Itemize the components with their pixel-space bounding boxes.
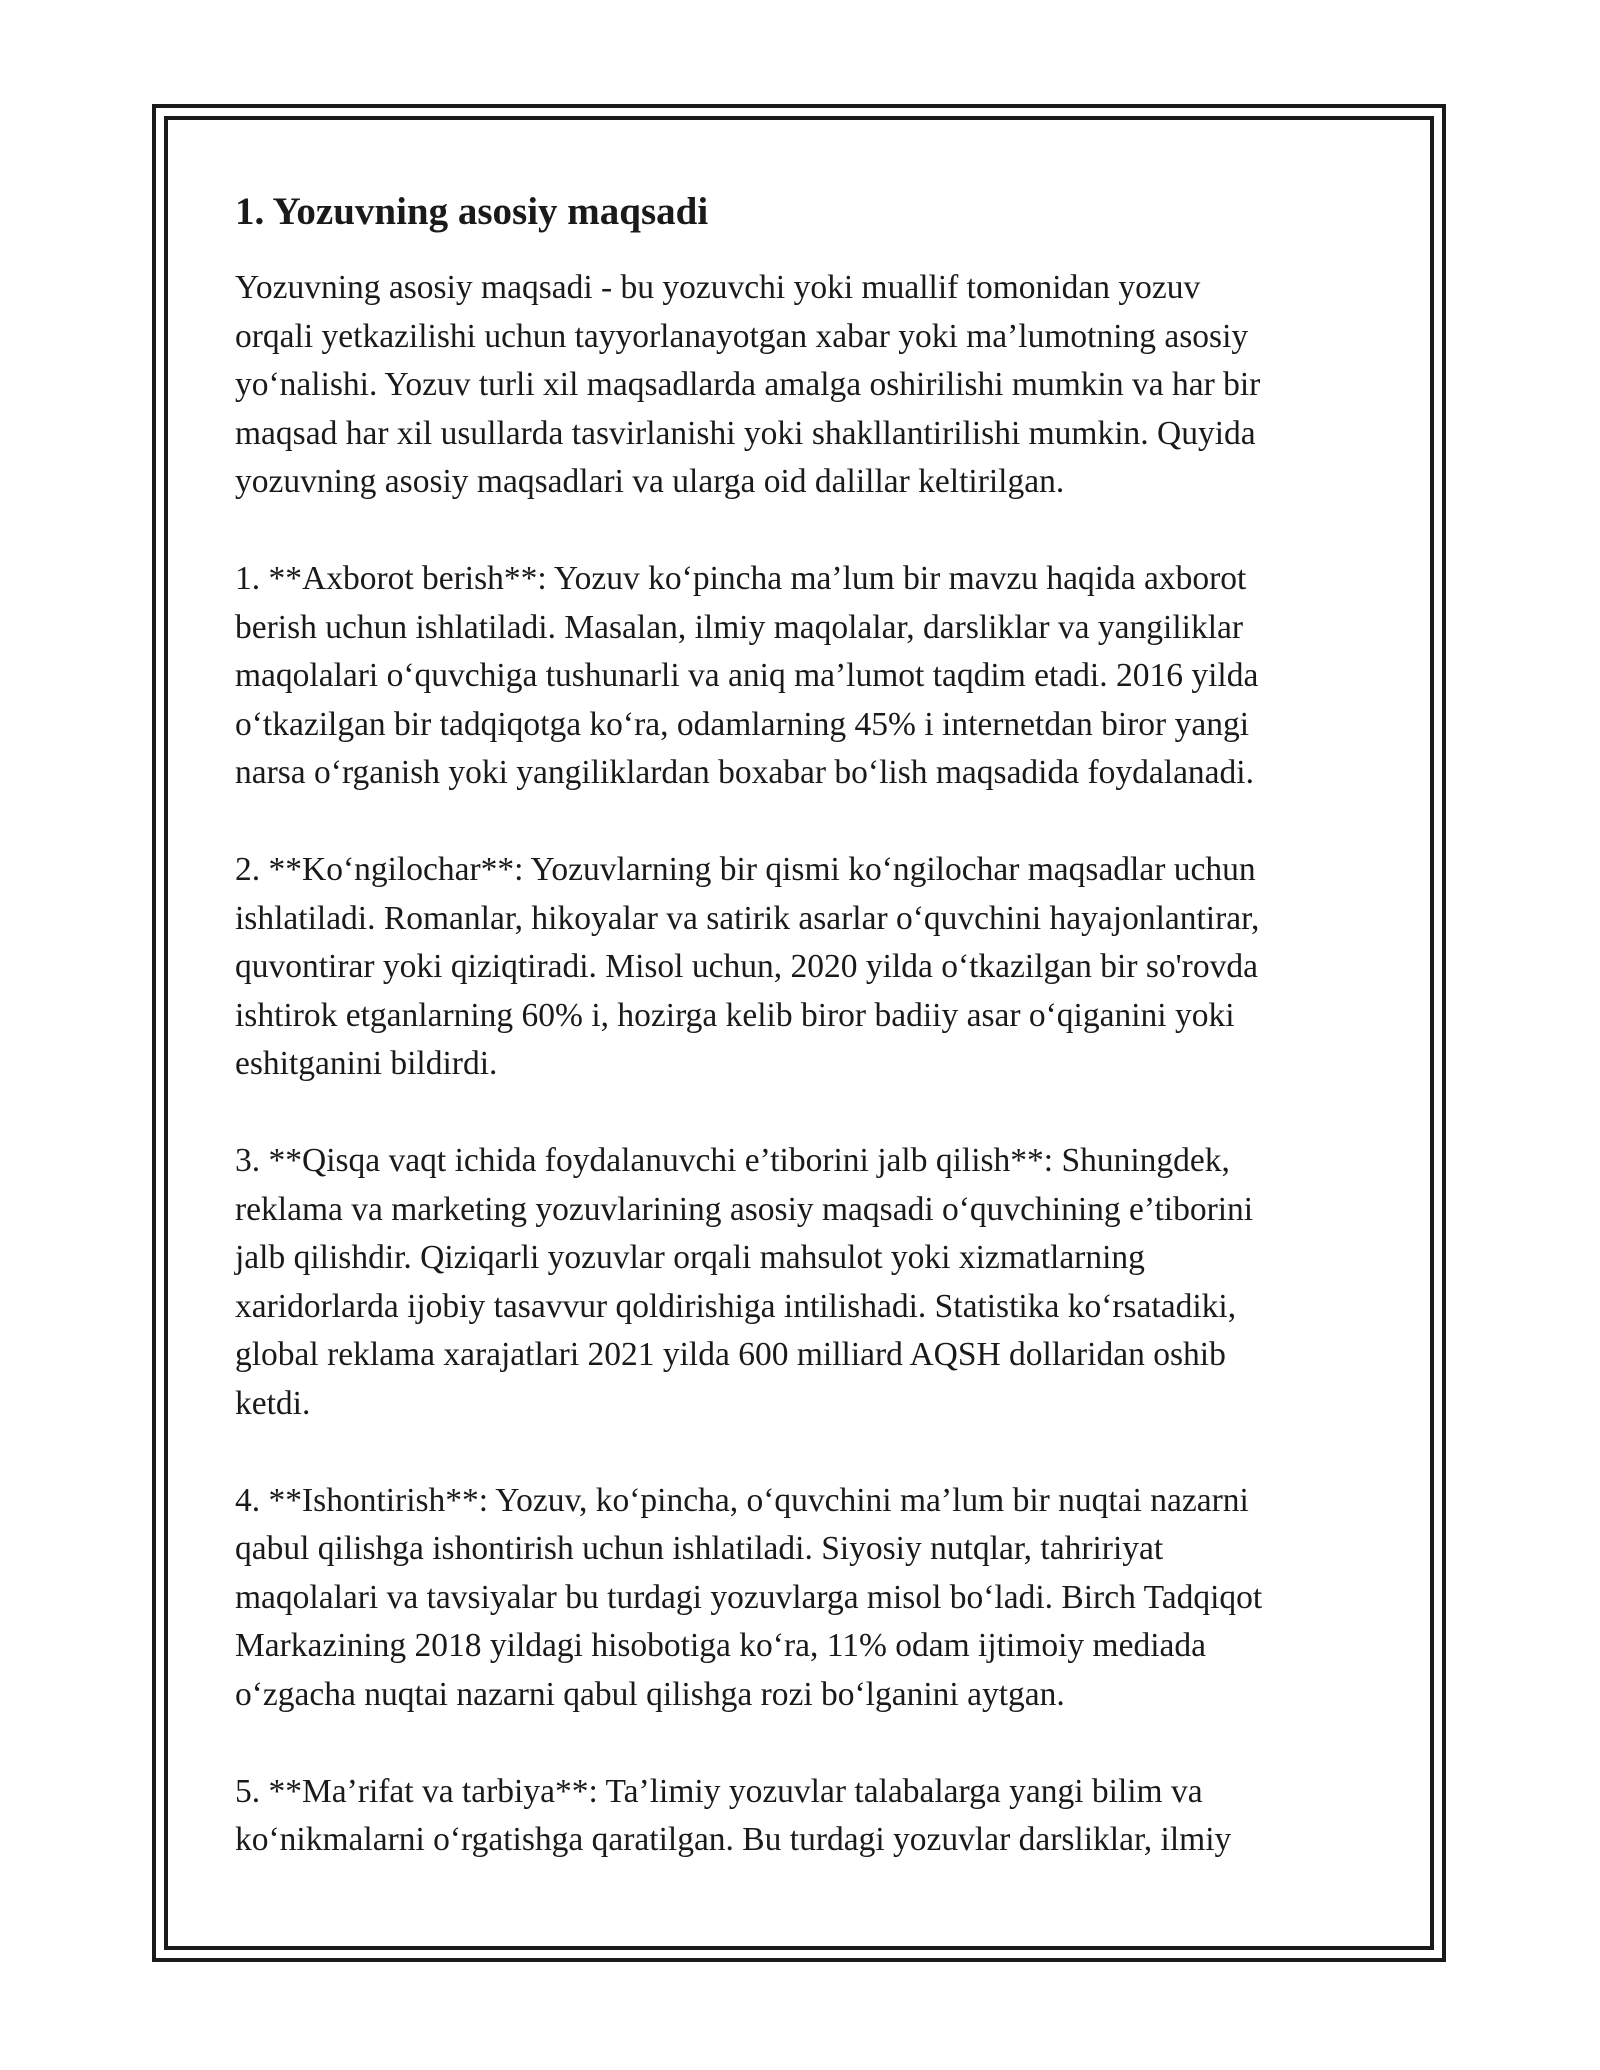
paragraph-kongilochar	[235, 846, 1385, 1089]
text-line: maqolalari va tavsiyalar bu turdagi yozuvlarga misol bo‘ladi. Birch Tadqiqot	[235, 1578, 1263, 1616]
text-line: ishtirok etganlarning 60% i, hozirga kelib biror badiiy asar o‘qiganini yoki	[235, 996, 1235, 1034]
text-line: reklama va marketing yozuvlarining asosiy maqsadi o‘quvchining e’tiborini	[235, 1190, 1254, 1228]
text-line: 5. **Ma’rifat va tarbiya**: Ta’limiy yozuvlar talabalarga yangi bilim va	[235, 1772, 1203, 1810]
paragraph-marifat-tarbiya	[235, 1768, 1385, 1865]
text-line: 2. **Ko‘ngilochar**: Yozuvlarning bir qismi ko‘ngilochar maqsadlar uchun	[235, 851, 1256, 888]
text-line: orqali yetkazilishi uchun tayyorlanayotgan xabar yoki ma’lumotning asosiy	[235, 317, 1249, 355]
text-line: ishlatiladi. Romanlar, hikoyalar va satirik asarlar o‘quvchini hayajonlantirar,	[235, 899, 1260, 937]
text-line: yozuvning asosiy maqsadlari va ularga oid dalillar keltirilgan.	[235, 463, 1065, 500]
text-line: 3. **Qisqa vaqt ichida foydalanuvchi e’tiborini jalb qilish**: Shuningdek,	[235, 1142, 1230, 1179]
text-line: ketdi.	[235, 1384, 311, 1422]
paragraph-axborot-berish	[235, 555, 1385, 798]
text-line: 1. **Axborot berish**: Yozuv ko‘pincha ma’lum bir mavzu haqida axborot	[235, 560, 1247, 597]
paragraph-etibor-jalb-qilish	[235, 1137, 1385, 1428]
text-line: xaridorlarda ijobiy tasavvur qoldirishiga intilishadi. Statistika ko‘rsatadiki,	[235, 1287, 1237, 1325]
text-line: Yozuvning asosiy maqsadi - bu yozuvchi yoki muallif tomonidan yozuv	[235, 269, 1201, 306]
text-line: yo‘nalishi. Yozuv turli xil maqsadlarda amalga oshirilishi mumkin va har bir	[235, 366, 1261, 403]
document-body	[235, 188, 1385, 1913]
text-line: maqsad har xil usullarda tasvirlanishi yoki shakllantirilishi mumkin. Quyida	[235, 414, 1256, 452]
page-title: 1. Yozuvning asosiy maqsadi	[235, 190, 709, 233]
paragraph-ishontirish	[235, 1477, 1385, 1720]
text-line: 4. **Ishontirish**: Yozuv, ko‘pincha, o‘quvchini ma’lum bir nuqtai nazarni	[235, 1481, 1249, 1519]
text-line: eshitganini bildirdi.	[235, 1045, 498, 1082]
text-line: o‘tkazilgan bir tadqiqotga ko‘ra, odamlarning 45% i internetdan biror yangi	[235, 705, 1249, 743]
text-line: global reklama xarajatlari 2021 yilda 600 milliard AQSH dollaridan oshib	[235, 1336, 1226, 1373]
text-line: quvontirar yoki qiziqtiradi. Misol uchun, 2020 yilda o‘tkazilgan bir so'rovda	[235, 948, 1258, 985]
text-line: Markazining 2018 yildagi hisobotiga ko‘ra, 11% odam ijtimoiy mediada	[235, 1627, 1206, 1664]
text-line: maqolalari o‘quvchiga tushunarli va aniq ma’lumot taqdim etadi. 2016 yilda	[235, 657, 1259, 694]
text-line: o‘zgacha nuqtai nazarni qabul qilishga rozi bo‘lganini aytgan.	[235, 1675, 1065, 1713]
text-line: jalb qilishdir. Qiziqarli yozuvlar orqali mahsulot yoki xizmatlarning	[235, 1239, 1145, 1276]
paragraph-intro	[235, 264, 1385, 507]
text-line: qabul qilishga ishontirish uchun ishlatiladi. Siyosiy nutqlar, tahririyat	[235, 1530, 1164, 1567]
text-line: narsa o‘rganish yoki yangiliklardan boxabar bo‘lish maqsadida foydalanadi.	[235, 754, 1254, 791]
text-line: berish uchun ishlatiladi. Masalan, ilmiy maqolalar, darsliklar va yangiliklar	[235, 608, 1244, 646]
text-line: ko‘nikmalarni o‘rgatishga qaratilgan. Bu turdagi yozuvlar darsliklar, ilmiy	[235, 1821, 1232, 1858]
